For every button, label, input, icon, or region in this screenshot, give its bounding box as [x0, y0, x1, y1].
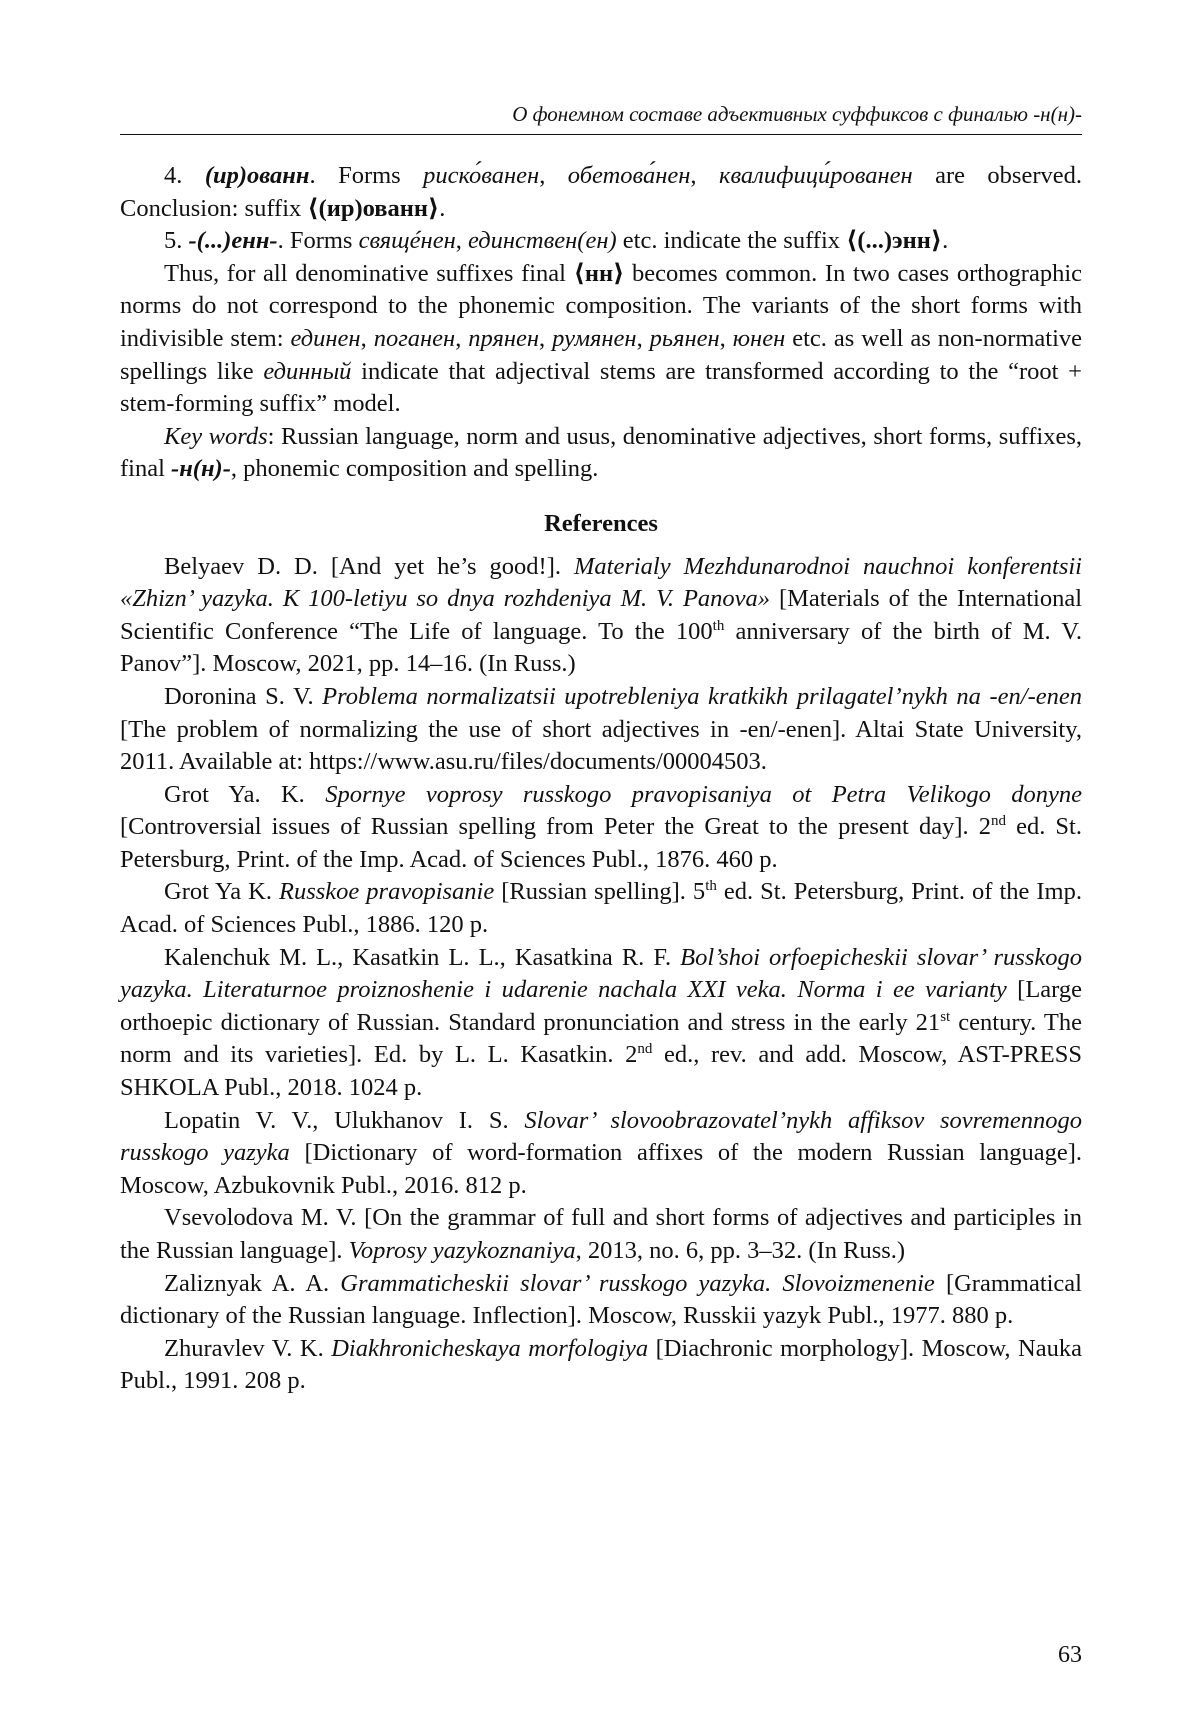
reference-item: Doronina S. V. Problema normalizatsii upotrebleniya kratkikh prilagatel’nykh na -en/-enen [The problem of normalizing the use of short adjectives in -en/-enen]. Altai State University, 2011. Available at: https://www.asu.ru/files/documents/00004503.	[120, 682, 1082, 776]
reference-item: Zhuravlev V. K. Diakhronicheskaya morfologiya [Diachronic morphology]. Moscow, Nauka Publ., 1991. 208 p.	[120, 1334, 1082, 1395]
reference-item: Vsevolodova M. V. [On the grammar of full and short forms of adjectives and participles in the Russian language]. Voprosy yazykoznaniya, 2013, no. 6, pp. 3–32. (In Russ.)	[120, 1204, 1082, 1264]
summary-conclusion: Thus, for all denominative suffixes final ⟨нн⟩ becomes common. In two cases orthographic norms do not correspond to the phonemic composition. The variants of the short forms with indivisible stem: единен, поганен, прянен, румянен, рьянен, юнен etc. as well as non-normative spellings like единный indicate that adjectival stems are transformed according to the “root + stem-forming suffix” model.	[120, 259, 1083, 418]
example-form: квалифици́рованен	[718, 162, 913, 189]
example-form: обетова́нен	[567, 162, 691, 189]
example-form: единный	[263, 357, 352, 385]
suffix-term: (ир)ованн	[204, 162, 310, 189]
item-number: 5.	[164, 227, 183, 255]
header-rule	[120, 134, 1082, 135]
reference-item: Zaliznyak A. A. Grammaticheskii slovar’ russkogo yazyka. Slovoizmenenie [Grammatical dictionary of the Russian language. Inflection]. Moscow, Russkii yazyk Publ., 1977. 880 p.	[120, 1269, 1082, 1330]
reference-item: Kalenchuk M. L., Kasatkin L. L., Kasatkina R. F. Bol’shoi orfoepicheskii slovar’ russkogo yazyka. Literaturnoe proiznoshenie i udarenie nachala XXI veka. Norma i ee varianty [Large orthoepic dictionary of Russian. Standard pronunciation and stress in the early 21st century. The norm and its varieties]. Ed. by L. L. Kasatkin. 2nd ed., rev. and add. Moscow, AST-PRESS SHKOLA Publ., 2018. 1024 p.	[120, 943, 1082, 1102]
example-form: поганен	[373, 324, 456, 352]
summary-item-4: 4. (ир)ованн. Forms риско́ванен, обетова́нен, квалифици́рованен are observed. Conclusion: suffix ⟨(ир)ованн⟩.	[120, 162, 1082, 222]
reference-item: Belyaev D. D. [And yet he’s good!]. Materialy Mezhdunarodnoi nauchnoi konferentsii «Zhizn’ yazyka. K 100-letiyu so dnya rozhdeniya M. V. Panova» [Materials of the International Scientific Conference “The Life of language. To the 100th anniversary of the birth of M. V. Panov”]. Moscow, 2021, pp. 14–16. (In Russ.)	[120, 552, 1083, 678]
example-form: единствен(ен)	[468, 227, 617, 255]
example-form: единен	[290, 324, 361, 352]
keywords-label: Key words	[164, 422, 268, 450]
item-number: 4.	[164, 162, 183, 189]
summary-item-5: 5. -(...)енн-. Forms свящéнен, единствен(ен) etc. indicate the suffix ⟨(...)энн⟩.	[164, 227, 949, 255]
references-heading: References	[544, 509, 658, 537]
reference-item: Lopatin V. V., Ulukhanov I. S. Slovar’ slovoobrazovatel’nykh affiksov sovremennogo russkogo yazyka [Dictionary of word-formation affixes of the modern Russian language]. Moscow, Azbukovnik Publ., 2016. 812 p.	[120, 1106, 1082, 1199]
example-form: риско́ванен	[423, 162, 540, 189]
example-form: свящéнен	[358, 227, 456, 255]
example-form: прянен	[468, 324, 540, 352]
reference-item: Grot Ya. K. Spornye voprosy russkogo pravopisaniya ot Petra Velikogo donyne [Controversial issues of Russian spelling from Peter the Great to the present day]. 2nd ed. St. Petersburg, Print. of the Imp. Acad. of Sciences Publ., 1876. 460 p.	[120, 780, 1083, 873]
keywords: Key words: Russian language, norm and usus, denominative adjectives, short forms, suffixes, final -н(н)-, phonemic composition and spelling.	[120, 422, 1082, 483]
suffix-notation: ⟨(ир)ованн⟩	[307, 194, 440, 222]
page-body	[120, 160, 1082, 1398]
running-header: О фонемном составе адъективных суффиксов с финалью -н(н)-	[512, 102, 1082, 126]
example-form: румянен	[552, 324, 637, 352]
final-suffix: -н(н)-	[171, 455, 231, 483]
reference-item: Grot Ya K. Russkoe pravopisanie [Russian spelling]. 5th ed. St. Petersburg, Print. of the Imp. Acad. of Sciences Publ., 1886. 120 p.	[120, 878, 1082, 939]
page-number: 63	[1058, 1642, 1082, 1668]
example-form: юнен	[732, 324, 786, 352]
suffix-notation: ⟨(...)энн⟩	[846, 227, 943, 255]
example-form: рьянен	[649, 324, 720, 352]
suffix-term: -(...)енн-	[188, 227, 278, 255]
suffix-notation: ⟨нн⟩	[573, 259, 625, 287]
